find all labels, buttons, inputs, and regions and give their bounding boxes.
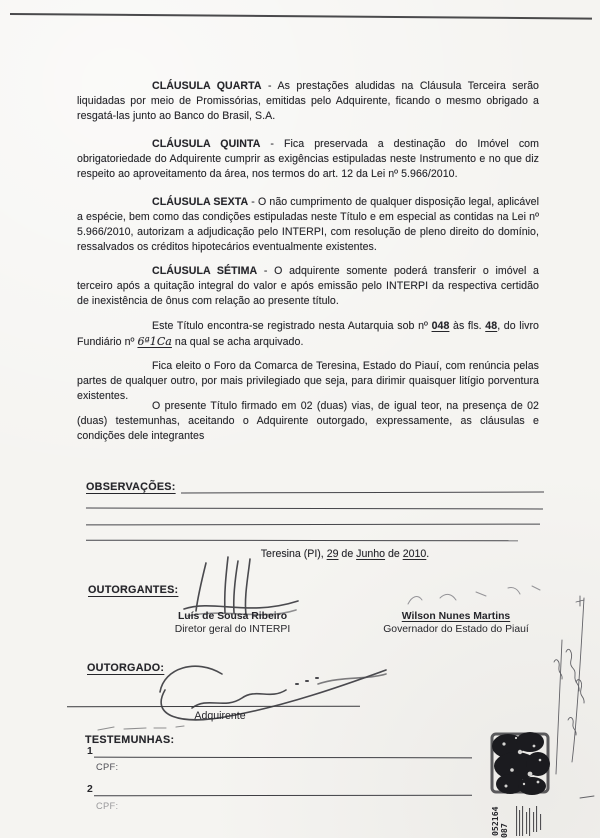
signatory-right-name: Wilson Nunes Martins: [401, 611, 511, 622]
outorgantes-label: OUTORGANTES:: [88, 584, 179, 596]
signatory-right: [366, 610, 546, 636]
testemunhas-label: TESTEMUNHAS:: [85, 734, 175, 746]
observacoes-row: [86, 478, 544, 493]
dateline: Teresina (PI), 29 de Junho de 2010.: [260, 548, 430, 560]
witness-2-number: 2: [87, 784, 93, 795]
observacoes-ruled-line: [86, 525, 518, 542]
adquirente-label: Adquirente: [194, 710, 246, 722]
paragraph-clausula-setima: CLÁUSULA SÉTIMA - O adquirente somente poderá transferir o imóvel a terceiro após a quitação integral do valor e após emissão pelo INTERPI da respectiva certidão de inexistência de ônus com relação ao presente título.: [77, 265, 539, 307]
witness-2-signature-line: [94, 795, 472, 797]
stamp-serial-number: 052164: [490, 806, 500, 836]
notary-stamp: [486, 726, 558, 838]
paragraph-foro: Fica eleito o Foro da Comarca de Teresina, Estado do Piauí, com renúncia pelas partes de qualquer outro, por mais privilegiado que seja, para dirimir quaisquer litígio porventura existentes.: [77, 360, 539, 402]
observacoes-ruled-line: [86, 509, 540, 526]
signatory-left-role: Diretor geral do INTERPI: [174, 624, 291, 635]
signatory-left: [150, 610, 315, 636]
outorgado-label: OUTORGADO:: [87, 662, 165, 674]
outorgante-right-signature: [400, 580, 550, 612]
paragraph-clausula-sexta: CLÁUSULA SEXTA - O não cumprimento de qualquer disposição legal, aplicável a espécie, bem como das condições estipuladas neste Título e em especial as contidas na Lei nº 5.966/2010, autorizam a adjudicação pelo INTERPI, com resolução de pleno direito do domínio, ressalvados os créditos hipotecários eventualmente existentes.: [77, 196, 540, 253]
paragraph-vias: O presente Título firmado em 02 (duas) vias, de igual teor, na presença de 02 (duas) testemunhas, aceitando o Adquirente outorgado, expressamente, as cláusulas e condições dele integrantes: [77, 400, 539, 442]
adquirente-signature: [80, 650, 400, 735]
observacoes-label: OBSERVAÇÕES:: [86, 481, 176, 493]
witness-1-signature-line: [94, 757, 472, 759]
witness-1-number: 1: [87, 746, 93, 757]
stamp-microtext: [516, 806, 541, 836]
page-top-rule: [10, 13, 592, 20]
paragraph-registro: Este Título encontra-se registrado nesta Autarquia sob nº 048 às fls. 48, do livro Fundiário nº 6ª1Ca na qual se acha arquivado.: [77, 320, 539, 348]
paragraph-clausula-quarta: CLÁUSULA QUARTA - As prestações aludidas na Cláusula Terceira serão liquidadas por meio de Promissórias, emitidas pelo Adquirente, ficando o mesmo obrigado a resgatá-las junto ao Banco do Brasil, S.A.: [77, 80, 539, 122]
observacoes-ruled-line: [86, 493, 543, 510]
observacoes-section: [86, 478, 544, 541]
witness-1-cpf-label: CPF:: [96, 762, 119, 772]
stamp-series-number: 087: [499, 823, 509, 838]
signatory-left-name: Luís de Sousa Ribeiro: [177, 611, 288, 622]
signatory-right-role: Governador do Estado do Piauí: [383, 624, 529, 635]
paragraph-clausula-quinta: CLÁUSULA QUINTA - Fica preservada a destinação do Imóvel com obrigatoriedade do Adquirente cumprir as exigências estipuladas neste Instrumento e no que diz respeito ao aproveitamento da área, nos termos do art. 12 da Lei nº 5.966/2010.: [77, 138, 539, 180]
witness-2-cpf-label: CPF:: [96, 801, 119, 811]
stamp-ink-blob: [492, 732, 550, 795]
